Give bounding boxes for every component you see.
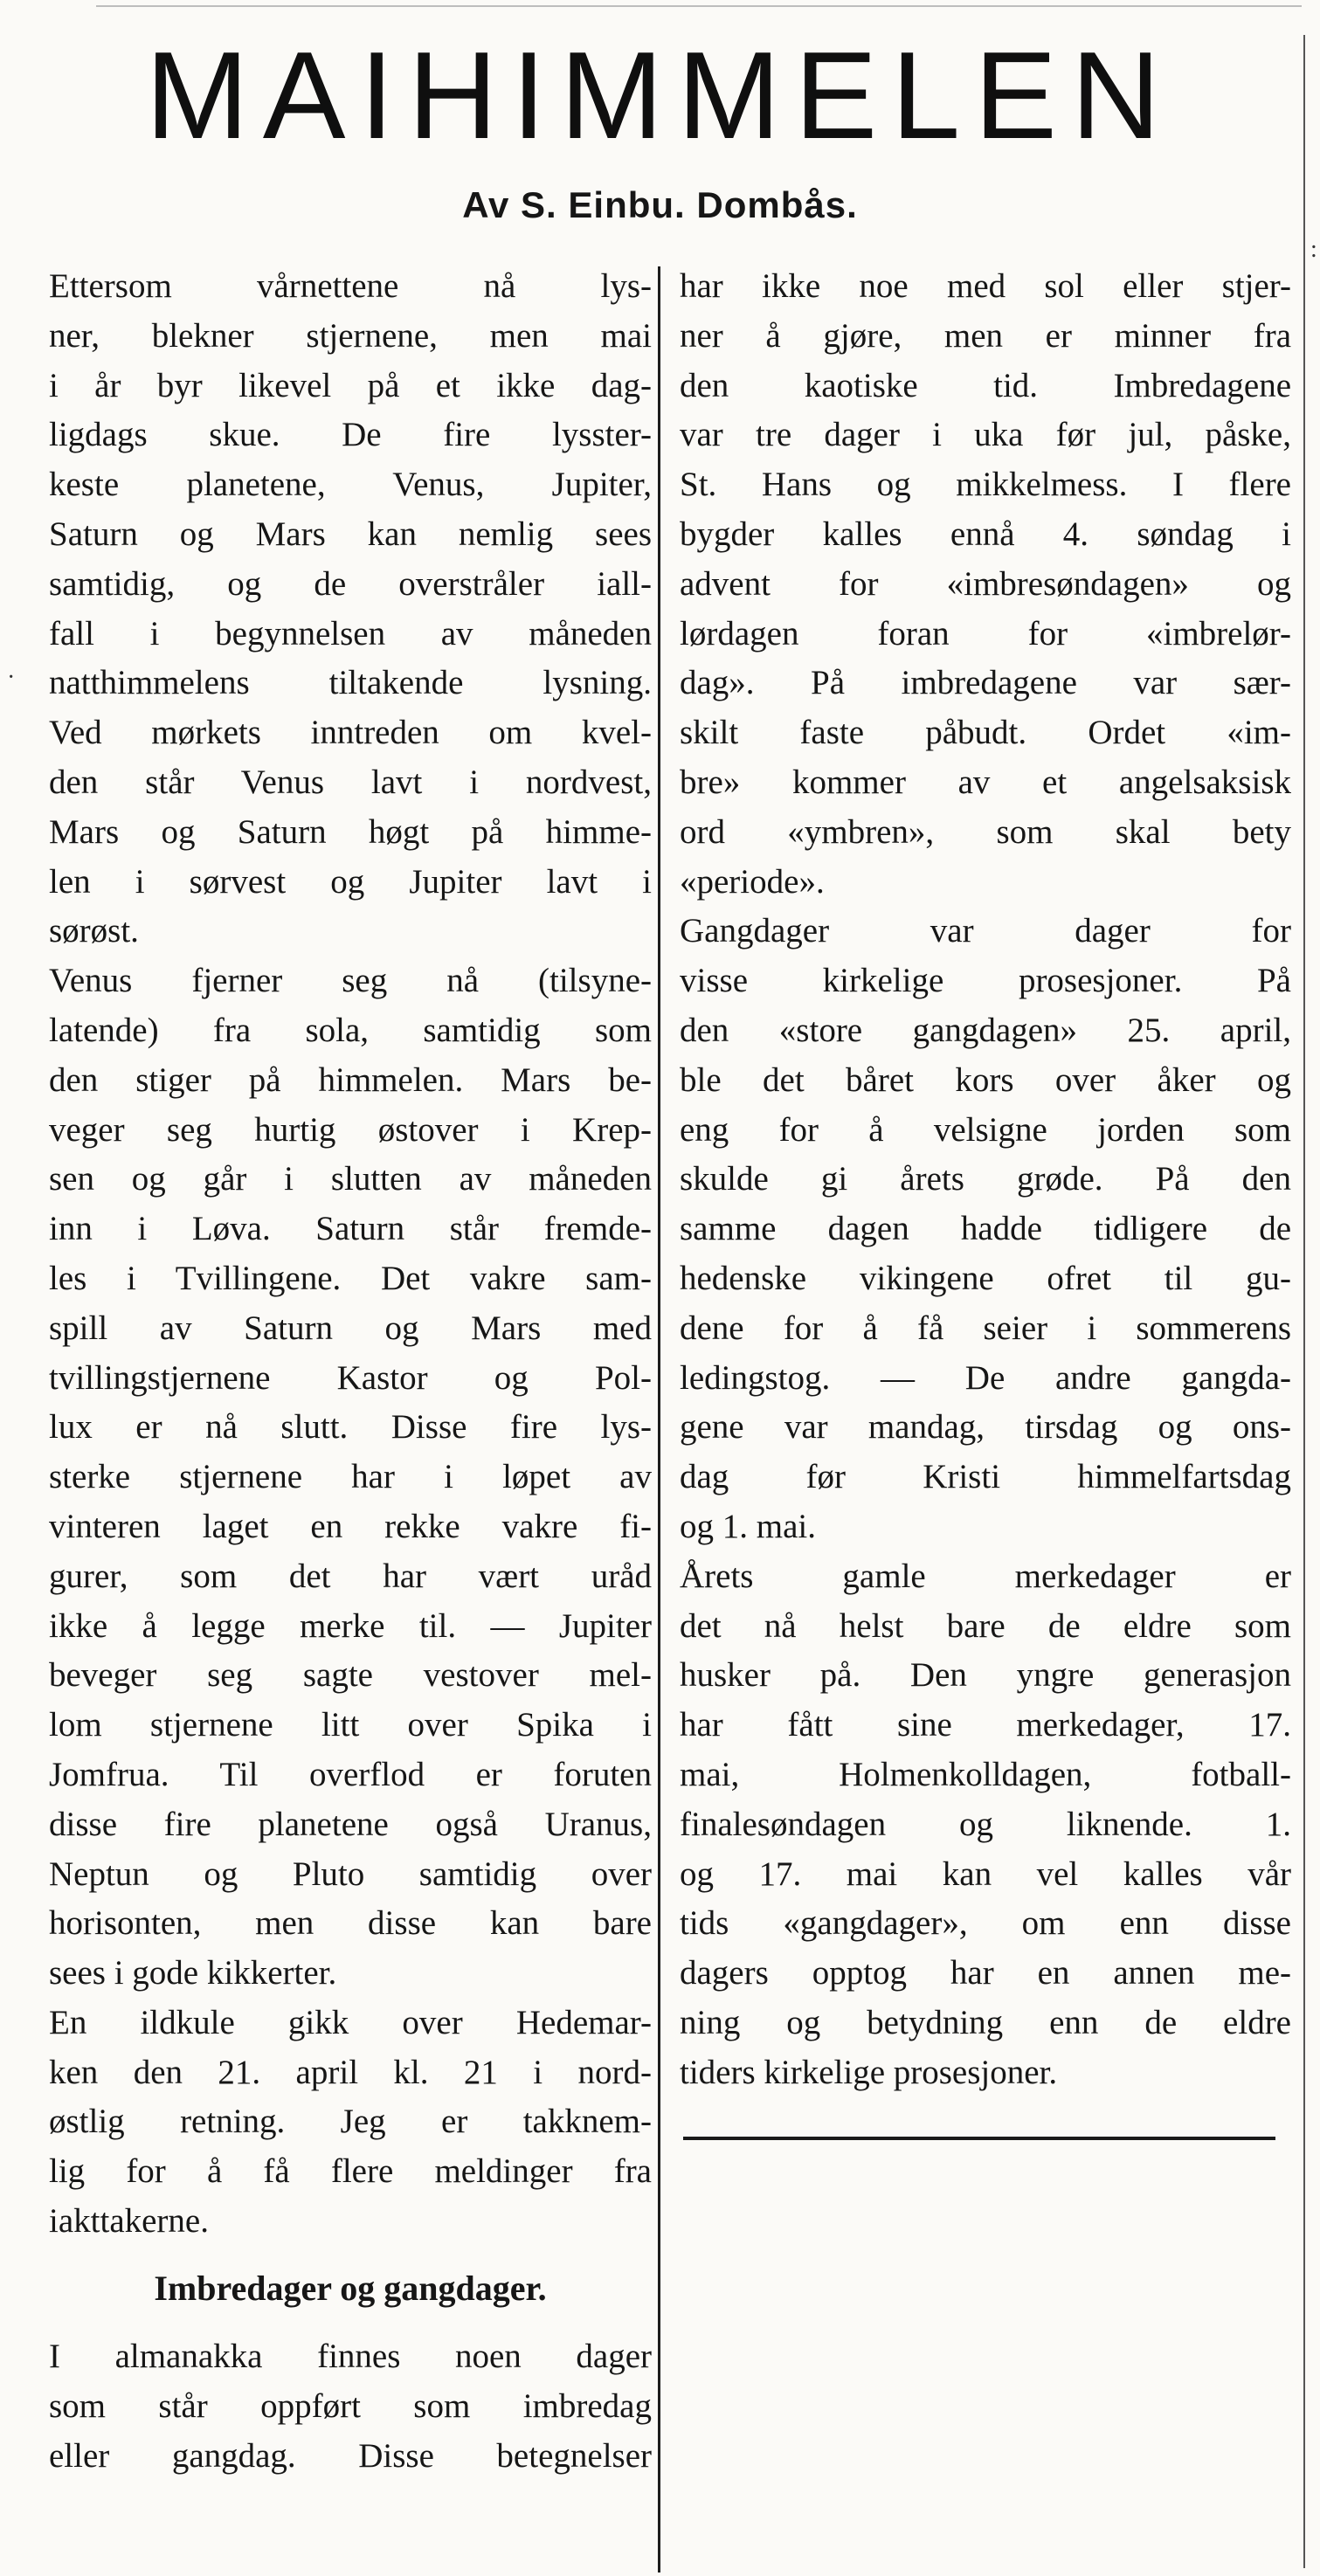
text-line: samme dagen hadde tidligere de	[680, 1210, 1291, 1248]
text-line: dag før Kristi himmelfartsdag	[680, 1458, 1291, 1496]
text-line: inn i Løva. Saturn står fremde-	[49, 1210, 652, 1248]
text-line: sees i gode kikkerter.	[49, 1954, 337, 1992]
text-line: i år byr likevel på et ikke dag-	[49, 366, 652, 404]
text-line: Neptun og Pluto samtidig over	[49, 1854, 652, 1893]
text-line: eng for å velsigne jorden som	[680, 1110, 1291, 1149]
text-line: og 17. mai kan vel kalles vår	[680, 1854, 1291, 1893]
text-line: visse kirkelige prosesjoner. På	[680, 962, 1291, 1000]
text-line: gurer, som det har vært uråd	[49, 1557, 652, 1595]
text-line: lig for å få flere meldinger fra	[49, 2152, 652, 2191]
text-line: den kaotiske tid. Imbredagene	[680, 366, 1291, 404]
text-line: tiders kirkelige prosesjoner.	[680, 2053, 1058, 2091]
text-line: østlig retning. Jeg er takknem-	[49, 2103, 652, 2141]
text-line: natthimmelens tiltakende lysning.	[49, 664, 652, 702]
text-line: Årets gamle merkedager er	[680, 1557, 1291, 1595]
edge-mark: :	[1310, 236, 1317, 263]
text-line: Saturn og Mars kan nemlig sees	[49, 515, 652, 553]
text-line: dag». På imbredagene var sær-	[680, 664, 1291, 702]
text-line: dene for å få seier i sommerens	[680, 1309, 1291, 1347]
text-line: fall i begynnelsen av måneden	[49, 614, 652, 653]
text-line: veger seg hurtig østover i Krep-	[49, 1110, 652, 1149]
text-line: har ikke noe med sol eller stjer-	[680, 267, 1291, 305]
text-line: som står oppført som imbredag	[49, 2386, 652, 2425]
text-line: ner å gjøre, men er minner fra	[680, 316, 1291, 355]
text-line: tids «gangdager», om enn disse	[680, 1904, 1291, 1943]
page-edge-rule	[1303, 35, 1305, 2568]
text-line: sterke stjernene har i løpet av	[49, 1458, 652, 1496]
text-line: den «store gangdagen» 25. april,	[680, 1011, 1291, 1049]
text-line: ligdags skue. De fire lysster-	[49, 416, 652, 454]
text-line: samtidig, og de overstråler iall-	[49, 564, 652, 603]
text-line: iakttakerne.	[49, 2202, 209, 2241]
text-line: og 1. mai.	[680, 1507, 816, 1545]
column-divider	[658, 266, 660, 2573]
text-line: «periode».	[680, 862, 825, 901]
article-column-left-continued	[49, 2332, 652, 2481]
text-line: horisonten, men disse kan bare	[49, 1904, 652, 1943]
text-line: ord «ymbren», som skal bety	[680, 812, 1291, 851]
text-line: les i Tvillingene. Det vakre sam-	[49, 1259, 652, 1297]
text-line: Jomfrua. Til overflod er foruten	[49, 1755, 652, 1793]
text-line: I almanakka finnes noen dager	[49, 2338, 652, 2375]
text-line: beveger seg sagte vestover mel-	[49, 1656, 652, 1695]
text-line: bygder kalles ennå 4. søndag i	[680, 515, 1291, 553]
text-line: ner, blekner stjernene, men mai	[49, 316, 652, 355]
text-line: ledingstog. — De andre gangda-	[680, 1358, 1291, 1397]
text-line: latende) fra sola, samtidig som	[49, 1011, 652, 1049]
article-byline: Av S. Einbu. Dombås.	[462, 184, 858, 225]
text-line: har fått sine merkedager, 17.	[680, 1706, 1291, 1744]
text-line: eller gangdag. Disse betegnelser	[49, 2436, 652, 2475]
text-line: var tre dager i uka før jul, påske,	[680, 416, 1291, 454]
text-line: gene var mandag, tirsdag og ons-	[680, 1408, 1291, 1447]
text-line: keste planetene, Venus, Jupiter,	[49, 466, 652, 504]
text-line: St. Hans og mikkelmess. I flere	[680, 466, 1291, 504]
text-line: disse fire planetene også Uranus,	[49, 1805, 652, 1843]
text-line: ken den 21. april kl. 21 i nord-	[49, 2053, 652, 2091]
text-line: finalesøndagen og liknende. 1.	[680, 1805, 1291, 1843]
text-line: Ved mørkets inntreden om kvel-	[49, 714, 652, 752]
text-line: ble det båret kors over åker og	[680, 1060, 1291, 1099]
text-line: advent for «imbresøndagen» og	[680, 564, 1291, 603]
article-title: MAIHIMMELEN	[145, 26, 1175, 165]
text-line: sørøst.	[49, 912, 139, 950]
text-line: sen og går i slutten av måneden	[49, 1160, 652, 1198]
text-line: spill av Saturn og Mars med	[49, 1309, 652, 1347]
text-line: ning og betydning enn de eldre	[680, 2003, 1291, 2041]
text-line: ikke å legge merke til. — Jupiter	[49, 1606, 652, 1645]
text-line: Venus fjerner seg nå (tilsyne-	[49, 962, 652, 1000]
text-line: skulde gi årets grøde. På den	[680, 1160, 1291, 1198]
article-end-rule	[683, 2137, 1275, 2140]
section-subheading: Imbredager og gangdager.	[154, 2269, 547, 2308]
text-line: den stiger på himmelen. Mars be-	[49, 1060, 652, 1099]
text-line: mai, Holmenkolldagen, fotball-	[680, 1755, 1291, 1793]
text-line: bre» kommer av et angelsaksisk	[680, 763, 1291, 801]
text-line: len i sørvest og Jupiter lavt i	[49, 862, 652, 901]
text-line: lørdagen foran for «imbrelør-	[680, 614, 1291, 653]
text-line: En ildkule gikk over Hedemar-	[49, 2003, 652, 2041]
text-line: Ettersom vårnettene nå lys-	[49, 267, 652, 305]
text-line: tvillingstjernene Kastor og Pol-	[49, 1358, 652, 1397]
text-line: vinteren laget en rekke vakre fi-	[49, 1507, 652, 1545]
article-column-left	[49, 262, 652, 2247]
edge-mark: ·	[7, 664, 16, 691]
text-line: lom stjernene litt over Spika i	[49, 1706, 652, 1744]
text-line: den står Venus lavt i nordvest,	[49, 763, 652, 801]
text-line: skilt faste påbudt. Ordet «im-	[680, 714, 1291, 752]
text-line: husker på. Den yngre generasjon	[680, 1656, 1291, 1695]
text-line: dagers opptog har en annen me-	[680, 1954, 1291, 1992]
text-line: Mars og Saturn høgt på himme-	[49, 812, 652, 851]
text-line: hedenske vikingene ofret til gu-	[680, 1259, 1291, 1297]
text-line: det nå helst bare de eldre som	[680, 1606, 1291, 1645]
text-line: lux er nå slutt. Disse fire lys-	[49, 1408, 652, 1447]
text-line: Gangdager var dager for	[680, 912, 1291, 950]
article-column-right	[680, 262, 1291, 2097]
